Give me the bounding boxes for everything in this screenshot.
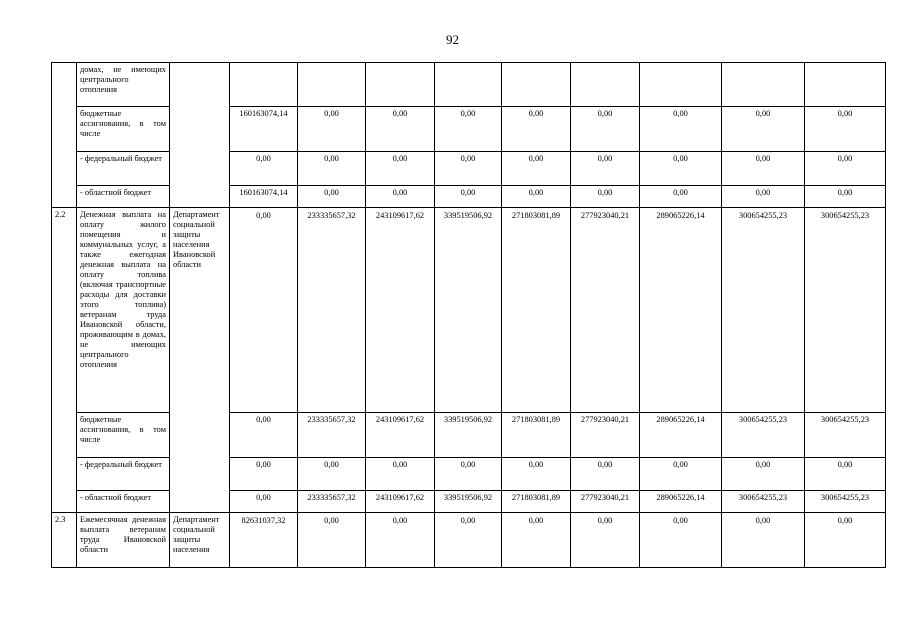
value-cell: 0,00 [571,458,640,491]
value-cell: 0,00 [502,107,571,152]
row-name-cell: Ежемесячная денежная выплата ветеранам труда Ивановской области [77,513,170,568]
value-cell: 0,00 [722,107,805,152]
value-cell: 0,00 [435,152,502,186]
value-cell: 0,00 [722,152,805,186]
value-cell: 277923040,21 [571,491,640,513]
value-cell: 289065226,14 [640,413,722,458]
value-cell [435,63,502,107]
value-cell: 0,00 [805,107,886,152]
value-cell: 339519506,92 [435,491,502,513]
table-row [52,208,886,413]
table-row [52,513,886,568]
value-cell: 0,00 [230,491,298,513]
value-cell: 0,00 [722,458,805,491]
value-cell: 0,00 [435,513,502,568]
budget-table [51,62,886,568]
value-cell: 0,00 [805,186,886,208]
value-cell: 300654255,23 [805,413,886,458]
value-cell: 0,00 [571,152,640,186]
value-cell: 339519506,92 [435,413,502,458]
row-index-cell [52,63,77,208]
value-cell [805,63,886,107]
value-cell: 0,00 [435,458,502,491]
row-name-cell: бюджетные ассигнования, в том числе [77,107,170,152]
value-cell: 0,00 [366,186,435,208]
value-cell: 0,00 [230,208,298,413]
value-cell: 0,00 [298,513,366,568]
value-cell: 0,00 [805,458,886,491]
row-name-cell: - федеральный бюджет [77,458,170,491]
value-cell: 0,00 [502,186,571,208]
value-cell: 243109617,62 [366,208,435,413]
value-cell [571,63,640,107]
value-cell: 0,00 [435,107,502,152]
value-cell: 82631037,32 [230,513,298,568]
value-cell: 0,00 [366,107,435,152]
value-cell: 271803081,89 [502,208,571,413]
value-cell: 233335657,32 [298,413,366,458]
value-cell: 300654255,23 [805,491,886,513]
value-cell [640,63,722,107]
row-index-cell: 2.3 [52,513,77,568]
value-cell: 160163074,14 [230,186,298,208]
value-cell [366,63,435,107]
value-cell: 0,00 [230,458,298,491]
row-name-cell: бюджетные ассигнования, в том числе [77,413,170,458]
value-cell: 0,00 [366,152,435,186]
executor-cell [170,63,230,208]
value-cell: 271803081,89 [502,413,571,458]
value-cell: 271803081,89 [502,491,571,513]
value-cell: 289065226,14 [640,208,722,413]
value-cell: 0,00 [502,458,571,491]
value-cell: 0,00 [366,458,435,491]
value-cell: 0,00 [805,152,886,186]
value-cell: 300654255,23 [722,413,805,458]
value-cell: 0,00 [640,152,722,186]
row-name-cell: домах, не имеющих центрального отопления [77,63,170,107]
value-cell: 0,00 [571,513,640,568]
value-cell: 0,00 [805,513,886,568]
value-cell [298,63,366,107]
row-name-cell: - областной бюджет [77,491,170,513]
value-cell: 0,00 [298,152,366,186]
value-cell: 0,00 [722,186,805,208]
value-cell: 277923040,21 [571,208,640,413]
executor-cell: Департамент социальной защиты населения [170,513,230,568]
row-index-cell: 2.2 [52,208,77,513]
value-cell: 277923040,21 [571,413,640,458]
value-cell: 0,00 [230,413,298,458]
table-body [52,63,886,568]
value-cell: 243109617,62 [366,491,435,513]
value-cell: 300654255,23 [722,208,805,413]
value-cell: 233335657,32 [298,491,366,513]
value-cell: 0,00 [571,107,640,152]
value-cell: 0,00 [366,513,435,568]
value-cell: 0,00 [571,186,640,208]
value-cell: 233335657,32 [298,208,366,413]
value-cell: 300654255,23 [722,491,805,513]
value-cell: 160163074,14 [230,107,298,152]
value-cell: 0,00 [640,186,722,208]
value-cell: 0,00 [722,513,805,568]
value-cell [722,63,805,107]
value-cell: 300654255,23 [805,208,886,413]
executor-cell: Департамент социальной защиты населения Ивановской области [170,208,230,513]
table-row [52,63,886,107]
row-name-cell: - федеральный бюджет [77,152,170,186]
value-cell: 0,00 [640,107,722,152]
value-cell: 0,00 [298,458,366,491]
value-cell: 0,00 [502,513,571,568]
value-cell: 339519506,92 [435,208,502,413]
value-cell: 0,00 [502,152,571,186]
value-cell: 289065226,14 [640,491,722,513]
row-name-cell: Денежная выплата на оплату жилого помещения и коммунальных услуг, а также ежегодная денежная выплата на оплату топлива (включая транспортные расходы для доставки этого топлива) ветеранам труда Ивановской области, проживающим в домах, не имеющих центрального отопления [77,208,170,413]
value-cell [230,63,298,107]
value-cell: 0,00 [435,186,502,208]
value-cell: 0,00 [298,107,366,152]
value-cell: 0,00 [230,152,298,186]
page-number: 92 [446,32,459,47]
row-name-cell: - областной бюджет [77,186,170,208]
value-cell [502,63,571,107]
value-cell: 243109617,62 [366,413,435,458]
value-cell: 0,00 [640,513,722,568]
value-cell: 0,00 [640,458,722,491]
value-cell: 0,00 [298,186,366,208]
